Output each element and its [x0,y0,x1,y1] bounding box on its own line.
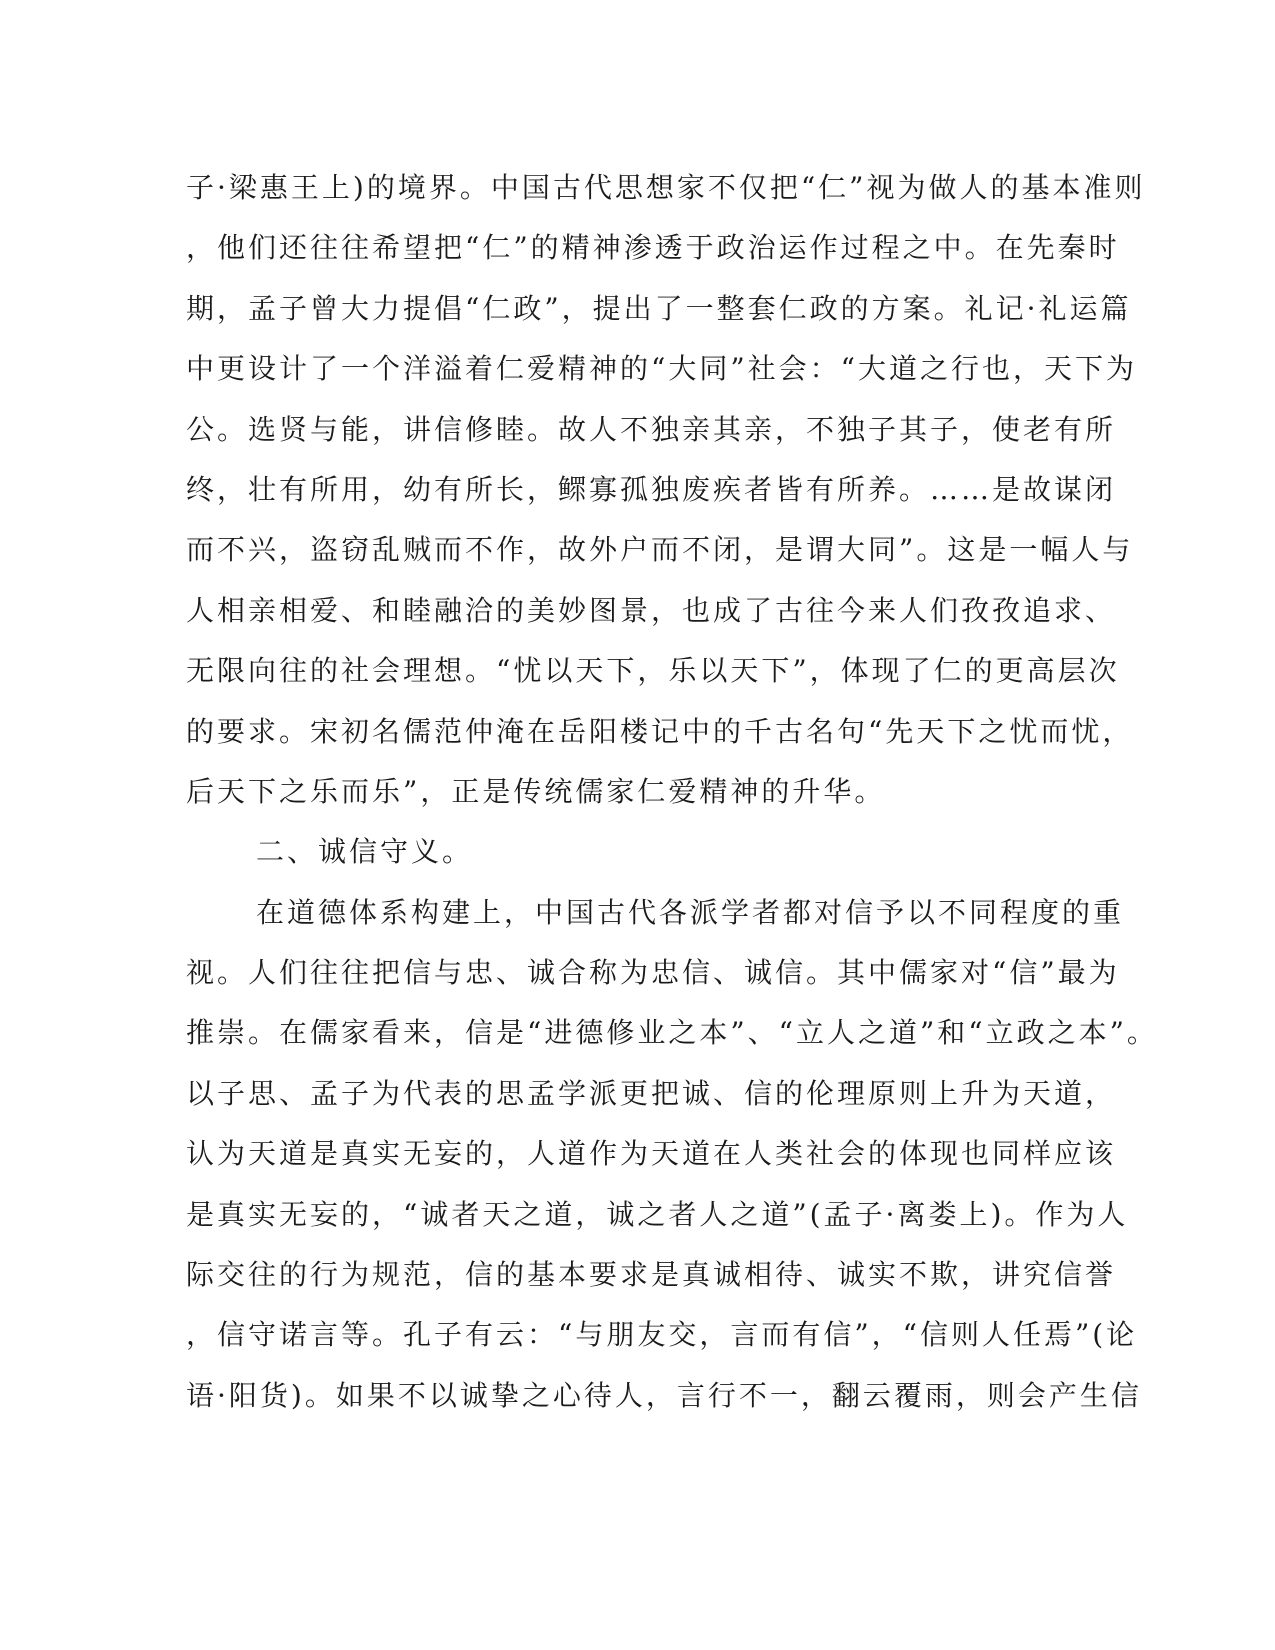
body-text [186,158,1158,1426]
text-line: 在道德体系构建上，中国古代各派学者都对信予以不同程度的重 [256,895,1125,929]
text-line: 的要求。宋初名儒范仲淹在岳阳楼记中的千古名句“先天下之忧而忧， [186,714,1134,748]
text-line: 子·梁惠王上)的境界。中国古代思想家不仅把“仁”视为做人的基本准则 [186,171,1146,204]
text-line: 以子思、孟子为代表的思孟学派更把诚、信的伦理原则上升为天道， [186,1076,1117,1110]
text-line: ，信守诺言等。孔子有云：“与朋友交，言而有信”，“信则人任焉”(论 [186,1318,1138,1352]
text-line: 中更设计了一个洋溢着仁爱精神的“大同”社会：“大道之行也，天下为 [186,352,1137,386]
text-line: 后天下之乐而乐”，正是传统儒家仁爱精神的升华。 [186,774,886,808]
text-line: 终，壮有所用，幼有所长，鳏寡孤独废疾者皆有所养。……是故谋闭 [186,472,1117,506]
text-line: 推崇。在儒家看来，信是“进德修业之本”、“立人之道”和“立政之本”。 [186,1016,1158,1050]
text-line: 人相亲相爱、和睦融洽的美妙图景，也成了古往今来人们孜孜追求、 [186,593,1117,627]
text-line: 期，孟子曾大力提倡“仁政”，提出了一整套仁政的方案。礼记·礼运篇 [186,291,1132,325]
text-line: 语·阳货)。如果不以诚挚之心待人，言行不一，翻云覆雨，则会产生信 [186,1378,1142,1412]
text-line: 公。选贤与能，讲信修睦。故人不独亲其亲，不独子其子，使老有所 [186,412,1117,446]
text-line: 际交往的行为规范，信的基本要求是真诚相待、诚实不欺，讲究信誉 [186,1258,1117,1292]
text-line: 无限向往的社会理想。“忧以天下，乐以天下”，体现了仁的更高层次 [186,654,1120,688]
section-heading: 二、诚信守义。 [256,835,474,869]
text-line: 而不兴，盗窃乱贼而不作，故外户而不闭，是谓大同”。这是一幅人与 [186,533,1134,567]
text-line: 认为天道是真实无妄的，人道作为天道在人类社会的体现也同样应该 [186,1137,1117,1171]
text-line: 是真实无妄的，“诚者天之道，诚之者人之道”(孟子·离娄上)。作为人 [186,1197,1129,1231]
text-line: 视。人们往往把信与忠、诚合称为忠信、诚信。其中儒家对“信”最为 [186,956,1120,990]
text-line: ，他们还往往希望把“仁”的精神渗透于政治运作过程之中。在先秦时 [186,231,1120,265]
